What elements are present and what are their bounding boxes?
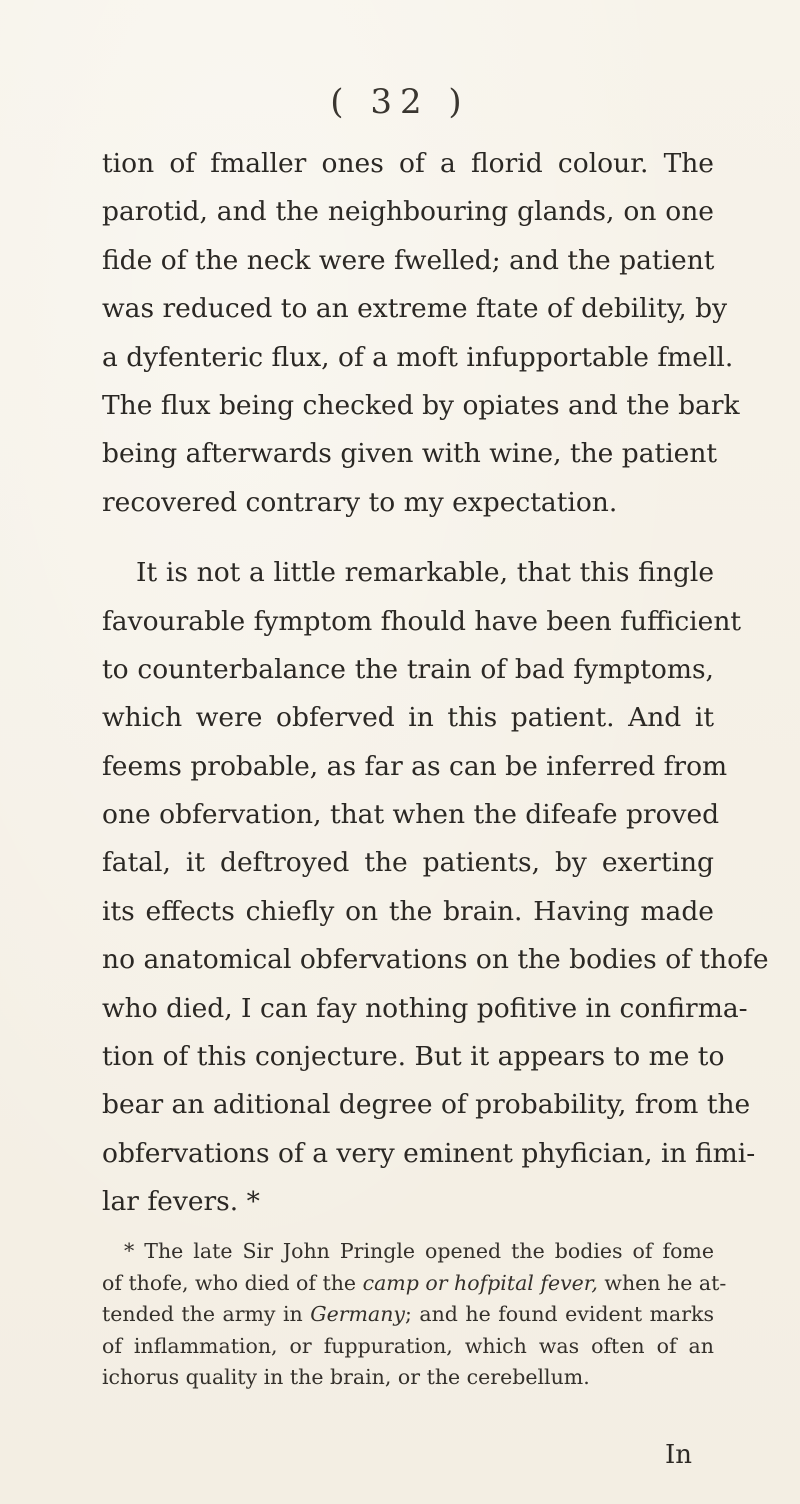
- footnote-italic: Germany: [310, 1302, 405, 1326]
- text-line: feems probable, as far as can be inferred from: [102, 750, 728, 782]
- text-line: to counterbalance the train of bad fymptoms,: [102, 653, 714, 685]
- text-line: its effects chiefly on the brain. Having made: [102, 895, 714, 927]
- footnote-line: * The late Sir John Pringle opened the bodies of fome: [124, 1239, 714, 1263]
- text-line: recovered contrary to my expectation.: [102, 486, 618, 518]
- text-line: was reduced to an extreme ftate of debility, by: [102, 293, 728, 325]
- text-line: obfervations of a very eminent phyfician, in fimi-: [102, 1137, 756, 1169]
- text-line: who died, I can fay nothing pofitive in confirma-: [102, 992, 748, 1024]
- main-text: [102, 140, 769, 1227]
- text-line: a dyfenteric flux, of a moft infupportable fmell.: [102, 341, 734, 373]
- footnote-fragment: tended the army in: [102, 1302, 303, 1326]
- paragraph-1: [102, 140, 740, 527]
- page-number-header: ( 32 ): [330, 82, 470, 122]
- text-line: The flux being checked by opiates and the bark: [102, 389, 740, 421]
- text-line: fide of the neck were fwelled; and the patient: [102, 244, 715, 276]
- text-line: no anatomical obfervations on the bodies of thofe: [102, 944, 769, 976]
- text-line: fatal, it deftroyed the patients, by exerting: [102, 847, 714, 879]
- footnote-fragment: of thofe, who died of the: [102, 1270, 357, 1295]
- footnote-italic: camp or hofpital fever,: [362, 1270, 598, 1295]
- text-line: being afterwards given with wine, the patient: [102, 438, 718, 470]
- footnote: [102, 1236, 727, 1394]
- footnote-line: [102, 1299, 714, 1331]
- text-line: tion of this conjecture. But it appears to me to: [102, 1041, 725, 1073]
- text-line: which were obferved in this patient. And it: [102, 702, 714, 734]
- paragraph-2: [102, 549, 769, 1226]
- footnote-line: ichorus quality in the brain, or the cerebellum.: [102, 1365, 590, 1389]
- catchword: In: [664, 1440, 692, 1470]
- text-line: It is not a little remarkable, that this fingle: [136, 557, 714, 589]
- footnote-line: [102, 1268, 727, 1300]
- footnote-fragment: when he at-: [604, 1270, 727, 1295]
- text-line: lar fevers. *: [102, 1186, 260, 1218]
- text-line: one obfervation, that when the difeafe proved: [102, 799, 720, 831]
- text-line: tion of fmaller ones of a florid colour. The: [102, 148, 714, 179]
- footnote-line: of inflammation, or fuppuration, which was often of an: [102, 1333, 714, 1358]
- text-line: parotid, and the neighbouring glands, on one: [102, 196, 714, 228]
- text-line: bear an aditional degree of probability, from the: [102, 1089, 751, 1121]
- text-line: favourable fymptom fhould have been fufficient: [102, 605, 742, 637]
- footnote-fragment: ; and he found evident marks: [405, 1302, 714, 1326]
